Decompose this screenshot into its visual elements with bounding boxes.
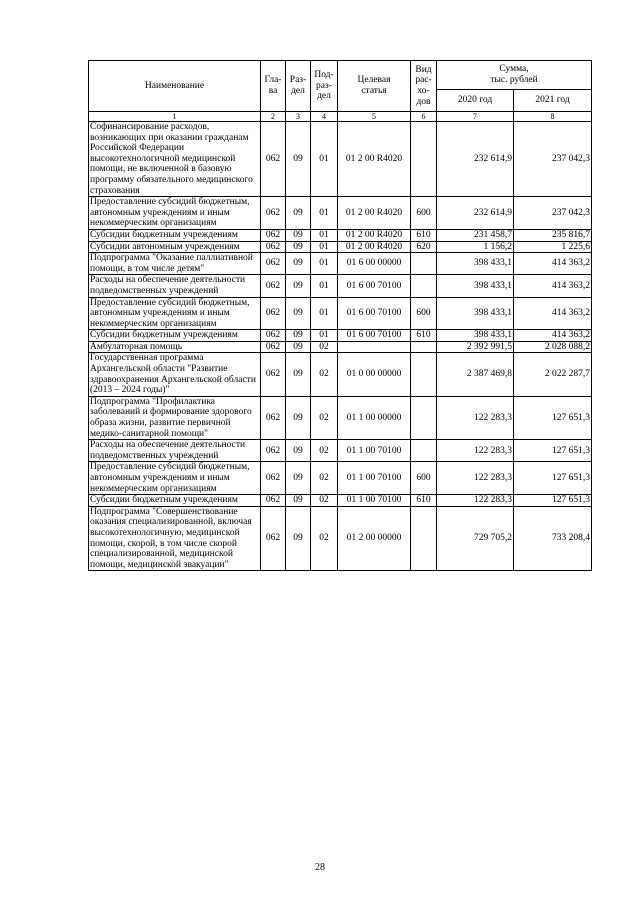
row-chapter: 062 — [261, 353, 286, 396]
header-target: Целевая статья — [338, 61, 411, 112]
row-expense-type: 610 — [411, 495, 437, 507]
row-subsection: 01 — [311, 253, 338, 275]
column-number: 2 — [261, 112, 286, 122]
row-sum-2021: 127 651,3 — [514, 396, 592, 439]
row-target-item: 01 2 00 R4020 — [338, 197, 411, 230]
row-sum-2020: 2 387 469,8 — [437, 353, 514, 396]
row-section: 09 — [286, 197, 311, 230]
row-target-item: 01 6 00 00000 — [338, 253, 411, 275]
row-name: Софинансирование расходов, возникающих при оказании гражданам Российской Федерации высокотехнологичной медицинской помощи, не включенной в базовую программу обязательного медицинского страхования — [89, 122, 261, 197]
column-number-row — [89, 112, 592, 122]
table-row — [89, 297, 592, 330]
row-sum-2020: 122 283,3 — [437, 495, 514, 507]
row-sum-2021: 414 363,2 — [514, 275, 592, 297]
column-number: 4 — [311, 112, 338, 122]
row-section: 09 — [286, 353, 311, 396]
row-subsection: 02 — [311, 440, 338, 462]
row-sum-2021: 414 363,2 — [514, 330, 592, 342]
row-section: 09 — [286, 495, 311, 507]
header-expense-type: Вид рас- хо- дов — [411, 61, 437, 112]
row-name: Подпрограмма "Профилактика заболеваний и формирование здорового образа жизни, развитие первичной медико-санитарной помощи" — [89, 396, 261, 439]
header-name: Наименование — [89, 61, 261, 112]
row-subsection: 02 — [311, 353, 338, 396]
row-sum-2021: 127 651,3 — [514, 462, 592, 495]
table-row — [89, 341, 592, 353]
row-expense-type — [411, 275, 437, 297]
header-chapter: Гла- ва — [261, 61, 286, 112]
row-section: 09 — [286, 297, 311, 330]
row-sum-2020: 1 156,2 — [437, 241, 514, 253]
row-name: Субсидии бюджетным учреждениям — [89, 229, 261, 241]
row-sum-2020: 122 283,3 — [437, 462, 514, 495]
column-number: 5 — [338, 112, 411, 122]
row-name: Расходы на обеспечение деятельности подведомственных учреждений — [89, 275, 261, 297]
row-chapter: 062 — [261, 275, 286, 297]
row-chapter: 062 — [261, 197, 286, 230]
row-name: Предоставление субсидий бюджетным, автономным учреждениям и иным некоммерческим организациям — [89, 197, 261, 230]
row-chapter: 062 — [261, 253, 286, 275]
row-expense-type: 600 — [411, 462, 437, 495]
column-number: 3 — [286, 112, 311, 122]
row-subsection: 02 — [311, 341, 338, 353]
row-subsection: 02 — [311, 462, 338, 495]
row-subsection: 01 — [311, 122, 338, 197]
row-section: 09 — [286, 241, 311, 253]
table-row — [89, 122, 592, 197]
table-row — [89, 495, 592, 507]
row-subsection: 01 — [311, 275, 338, 297]
row-sum-2020: 398 433,1 — [437, 253, 514, 275]
row-sum-2020: 398 433,1 — [437, 297, 514, 330]
row-sum-2020: 232 614,9 — [437, 122, 514, 197]
row-sum-2020: 729 705,2 — [437, 506, 514, 571]
row-sum-2020: 2 392 991,5 — [437, 341, 514, 353]
row-name: Государственная программа Архангельской области "Развитие здравоохранения Архангельской области (2013 – 2024 годы)" — [89, 353, 261, 396]
row-sum-2020: 232 614,9 — [437, 197, 514, 230]
row-target-item: 01 1 00 70100 — [338, 440, 411, 462]
row-section: 09 — [286, 462, 311, 495]
row-name: Предоставление субсидий бюджетным, автономным учреждениям и иным некоммерческим организациям — [89, 297, 261, 330]
row-subsection: 01 — [311, 330, 338, 342]
row-expense-type: 610 — [411, 330, 437, 342]
row-expense-type: 610 — [411, 229, 437, 241]
table-row — [89, 462, 592, 495]
column-number: 6 — [411, 112, 437, 122]
table-row — [89, 506, 592, 571]
row-expense-type: 620 — [411, 241, 437, 253]
row-expense-type — [411, 253, 437, 275]
row-sum-2021: 2 022 287,7 — [514, 353, 592, 396]
row-subsection: 01 — [311, 297, 338, 330]
row-name: Субсидии автономным учреждениям — [89, 241, 261, 253]
row-subsection: 02 — [311, 495, 338, 507]
row-chapter: 062 — [261, 122, 286, 197]
row-target-item: 01 2 00 R4020 — [338, 122, 411, 197]
page-number: 28 — [315, 862, 325, 873]
row-chapter: 062 — [261, 495, 286, 507]
row-chapter: 062 — [261, 330, 286, 342]
row-target-item: 01 6 00 70100 — [338, 275, 411, 297]
row-expense-type — [411, 122, 437, 197]
row-name: Субсидии бюджетным учреждениям — [89, 495, 261, 507]
row-chapter: 062 — [261, 241, 286, 253]
row-expense-type — [411, 506, 437, 571]
row-target-item — [338, 341, 411, 353]
row-section: 09 — [286, 341, 311, 353]
row-section: 09 — [286, 122, 311, 197]
row-target-item: 01 2 00 R4020 — [338, 241, 411, 253]
row-name: Амбулаторная помощь — [89, 341, 261, 353]
row-target-item: 01 6 00 70100 — [338, 330, 411, 342]
table-row — [89, 330, 592, 342]
row-section: 09 — [286, 253, 311, 275]
row-target-item: 01 2 00 00000 — [338, 506, 411, 571]
row-sum-2021: 127 651,3 — [514, 440, 592, 462]
row-sum-2021: 237 042,3 — [514, 122, 592, 197]
table-row — [89, 440, 592, 462]
table-row — [89, 197, 592, 230]
budget-table — [88, 60, 592, 571]
row-chapter: 062 — [261, 229, 286, 241]
row-subsection: 01 — [311, 229, 338, 241]
row-chapter: 062 — [261, 396, 286, 439]
row-sum-2020: 122 283,3 — [437, 396, 514, 439]
row-chapter: 062 — [261, 440, 286, 462]
row-target-item: 01 1 00 70100 — [338, 495, 411, 507]
row-subsection: 02 — [311, 506, 338, 571]
column-number: 8 — [514, 112, 592, 122]
row-sum-2020: 398 433,1 — [437, 330, 514, 342]
row-expense-type — [411, 440, 437, 462]
table-row — [89, 241, 592, 253]
row-target-item: 01 6 00 70100 — [338, 297, 411, 330]
row-name: Подпрограмма "Оказание паллиативной помощи, в том числе детям" — [89, 253, 261, 275]
header-subsection: Под- раз- дел — [311, 61, 338, 112]
row-name: Подпрограмма "Совершенствование оказания специализированной, включая высокотехнологичную, медицинской помощи, скорой, в том числе скорой специализированной, медицинской помощи, медицинской эвакуации" — [89, 506, 261, 571]
row-chapter: 062 — [261, 297, 286, 330]
row-sum-2021: 414 363,2 — [514, 297, 592, 330]
header-year-2020: 2020 год — [437, 90, 514, 112]
row-sum-2021: 733 208,4 — [514, 506, 592, 571]
row-section: 09 — [286, 229, 311, 241]
row-chapter: 062 — [261, 506, 286, 571]
row-sum-2021: 237 042,3 — [514, 197, 592, 230]
row-subsection: 02 — [311, 396, 338, 439]
row-expense-type: 600 — [411, 297, 437, 330]
row-sum-2021: 2 028 088,2 — [514, 341, 592, 353]
row-sum-2021: 1 225,6 — [514, 241, 592, 253]
row-subsection: 01 — [311, 241, 338, 253]
row-section: 09 — [286, 440, 311, 462]
column-number: 1 — [89, 112, 261, 122]
row-sum-2020: 231 458,7 — [437, 229, 514, 241]
table-row — [89, 275, 592, 297]
table-row — [89, 229, 592, 241]
row-sum-2021: 414 363,2 — [514, 253, 592, 275]
row-name: Субсидии бюджетным учреждениям — [89, 330, 261, 342]
row-section: 09 — [286, 396, 311, 439]
row-target-item: 01 0 00 00000 — [338, 353, 411, 396]
row-expense-type — [411, 396, 437, 439]
header-section: Раз- дел — [286, 61, 311, 112]
header-year-2021: 2021 год — [514, 90, 592, 112]
row-section: 09 — [286, 330, 311, 342]
header-sum: Сумма, тыс. рублей — [437, 61, 592, 90]
row-subsection: 01 — [311, 197, 338, 230]
row-expense-type — [411, 341, 437, 353]
table-row — [89, 253, 592, 275]
column-number: 7 — [437, 112, 514, 122]
row-name: Расходы на обеспечение деятельности подведомственных учреждений — [89, 440, 261, 462]
row-chapter: 062 — [261, 341, 286, 353]
row-expense-type: 600 — [411, 197, 437, 230]
row-sum-2020: 398 433,1 — [437, 275, 514, 297]
row-expense-type — [411, 353, 437, 396]
row-target-item: 01 1 00 70100 — [338, 462, 411, 495]
row-chapter: 062 — [261, 462, 286, 495]
row-section: 09 — [286, 275, 311, 297]
table-row — [89, 353, 592, 396]
table-row — [89, 396, 592, 439]
row-target-item: 01 2 00 R4020 — [338, 229, 411, 241]
row-target-item: 01 1 00 00000 — [338, 396, 411, 439]
row-section: 09 — [286, 506, 311, 571]
row-sum-2020: 122 283,3 — [437, 440, 514, 462]
row-name: Предоставление субсидий бюджетным, автономным учреждениям и иным некоммерческим организациям — [89, 462, 261, 495]
row-sum-2021: 235 816,7 — [514, 229, 592, 241]
row-sum-2021: 127 651,3 — [514, 495, 592, 507]
